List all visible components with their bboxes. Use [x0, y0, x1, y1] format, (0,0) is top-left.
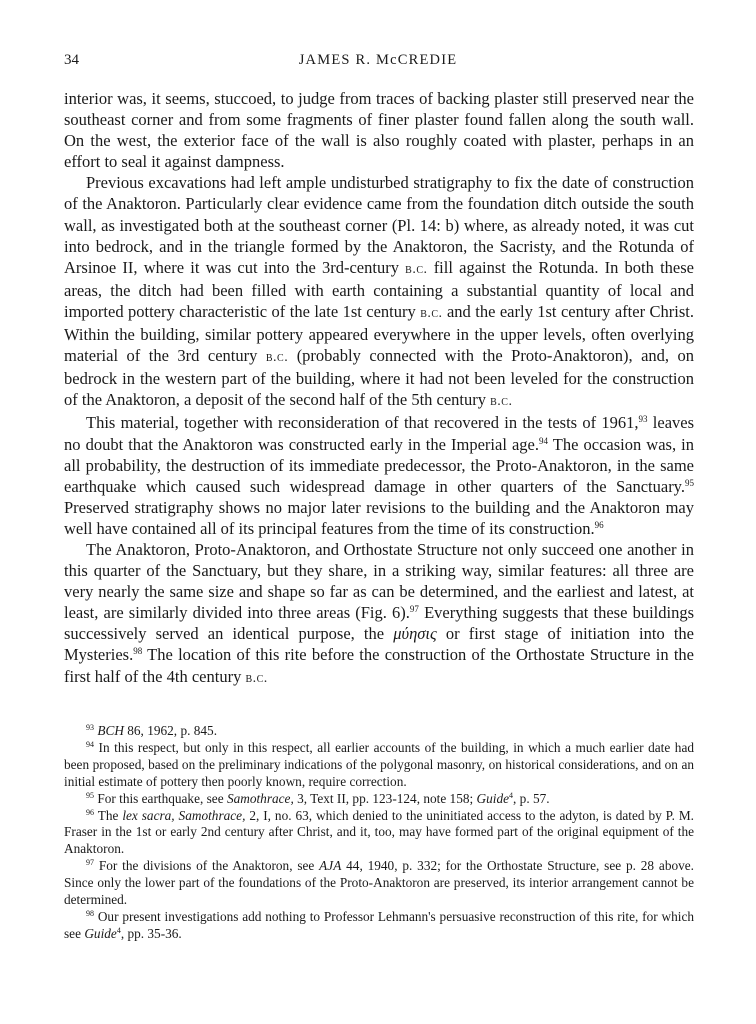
greek-term: μύησις	[393, 624, 437, 644]
paragraph-2: Previous excavations had left ample undisturbed stratigraphy to fix the date of construction of the Anaktoron. Particularly clear evidence came from the foundation ditch outside the south wall, as investigated both at the southeast corner (Pl. 14: b) where, as already noted, it was cut into bedrock, and in the triangle formed by the Anaktoron, the Sacristy, and the Rotunda of Arsinoe II, where it was cut into the 3rd-century b.c. fill against the Rotunda. In both these areas, the ditch had been filled with earth containing a substantial quantity of local and imported pottery characteristic of the late 1st century b.c. and the early 1st century after Christ. Within the building, similar pottery appeared everywhere in the upper levels, often overlying material of the 3rd century b.c. (probably connected with the Proto-Anaktoron), and, on bedrock in the western part of the building, where it had not been leveled for the construction of the Anaktoron, a deposit of the second half of the 5th century b.c.	[64, 173, 694, 410]
footnote-ref-93[interactable]: 93	[638, 414, 648, 425]
footnote-95: $^{95}$ For this earthquake, see Samothrace, 3, Text II, pp. 123-124, note 158; Guide$^4$, p. 57.	[86, 790, 550, 806]
paragraph-4: The Anaktoron, Proto-Anaktoron, and Orthostate Structure not only succeed one another in this quarter of the Sanctuary, but they share, in a striking way, similar features: all three are very nearly the same size and shape so far as can be determined, and the earliest and latest, at least, are similarly divided into three areas (Fig. 6).$^{97}$ Everything suggests that these buildings successively served an identical purpose, the μύησις or first stage of initiation into the Mysteries.$^{98}$ The location of this rite before the construction of the Orthostate Structure in the first half of the 4th century b.c.	[64, 539, 694, 686]
paragraph-1: interior was, it seems, stuccoed, to judge from traces of backing plaster still preserved near the southeast corner and from some fragments of finer plaster found fallen along the south wall. On the west, the exterior face of the wall is also roughly coated with plaster, perhaps in an effort to seal it against dampness.	[64, 89, 694, 172]
body-text	[64, 88, 694, 689]
footnote-ref-94[interactable]: 94	[539, 435, 549, 446]
footnote-ref-97[interactable]: 97	[409, 604, 419, 615]
era-abbrev: b.c.	[420, 305, 443, 321]
footnote-ref-96[interactable]: 96	[594, 519, 604, 530]
era-abbrev: b.c.	[265, 350, 289, 366]
footnotes	[64, 723, 694, 943]
era-abbrev: b.c.	[405, 261, 428, 277]
footnote-94: $^{94}$ In this respect, but only in this respect, all earlier accounts of the building, in which a much earlier date had been proposed, based on the preliminary indications of the polygonal masonry, on historical considerations, and on an initial estimate of pottery then poorly known, require correction.	[64, 739, 695, 789]
footnote-93: $^{93}$ BCH 86, 1962, p. 845.	[86, 723, 218, 738]
page-header	[64, 52, 692, 76]
footnote-98: $^{98}$ Our present investigations add nothing to Professor Lehmann's persuasive reconstruction of this rite, for which see Guide$^4$, pp. 35-36.	[64, 908, 694, 941]
era-abbrev: b.c.	[490, 394, 513, 410]
footnote-97: $^{97}$ For the divisions of the Anaktoron, see AJA 44, 1940, p. 332; for the Orthostate Structure, see p. 28 above. Since only the lower part of the foundations of the Proto-Anaktoron are preserved, its interior arrangement cannot be determined.	[64, 858, 694, 908]
page-number: 34	[64, 52, 79, 68]
footnote-ref-98[interactable]: 98	[133, 646, 143, 657]
era-abbrev: b.c.	[245, 670, 268, 686]
footnote-96: $^{96}$ The lex sacra, Samothrace, 2, I, no. 63, which denied to the uninitiated access to the adyton, is dated by P. M. Fraser in the 1st or early 2nd century after Christ, and it, too, may have formed part of the original equipment of the Anaktoron.	[64, 807, 694, 857]
footnote-ref-95[interactable]: 95	[685, 477, 694, 488]
running-head: JAMES R. McCREDIE	[298, 52, 458, 68]
paragraph-3: This material, together with reconsideration of that recovered in the tests of 1961,93 leaves no doubt that the Anaktoron was constructed early in the Imperial age.$^{94}$ The occasion was, in all probability, the destruction of its immediate predecessor, the Proto-Anaktoron, in the same earthquake which caused such widespread damage in other quarters of the Sanctuary.$^{95}$ Preserved stratigraphy shows no major later revisions to the building and the Anaktoron may well have contained all of its principal features from the time of its construction.$^{96}$	[64, 413, 695, 538]
